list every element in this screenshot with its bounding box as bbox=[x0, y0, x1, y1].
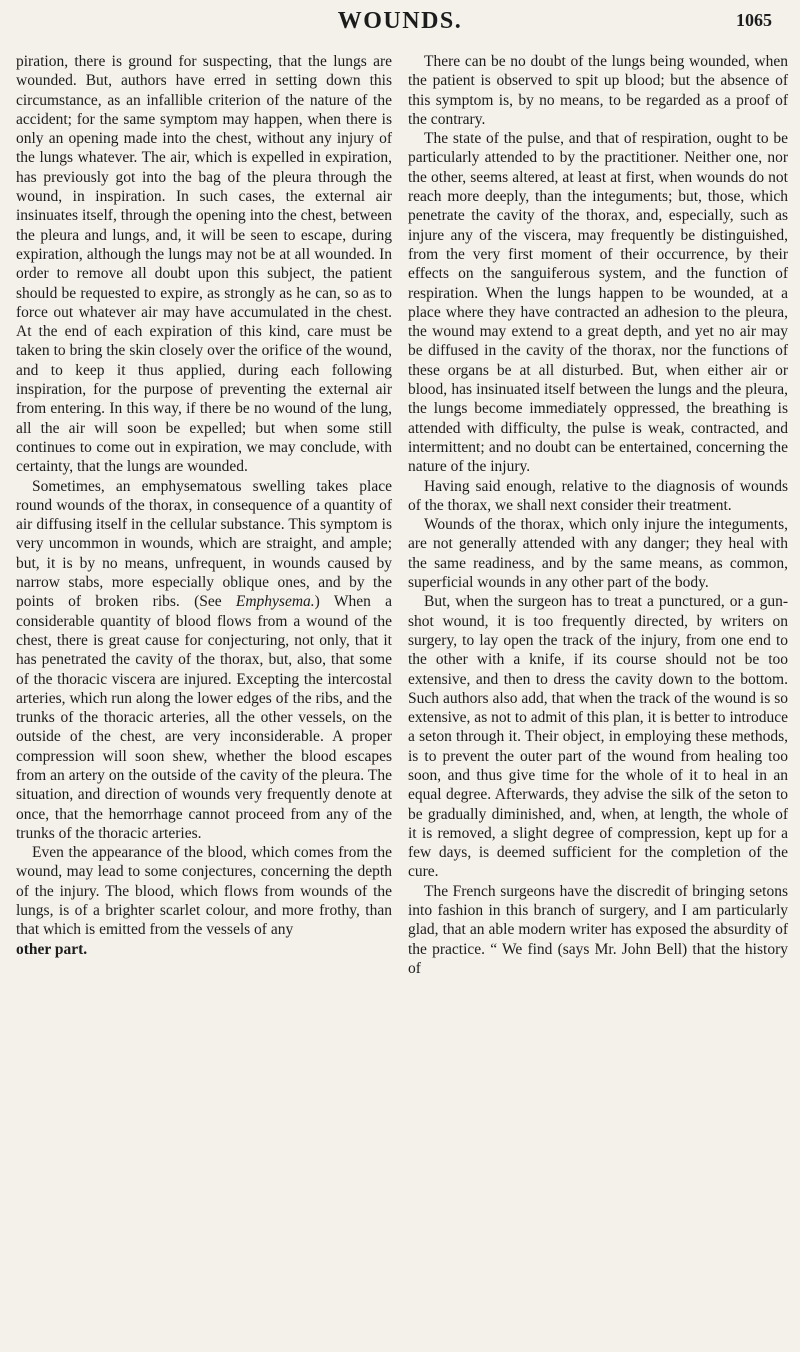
paragraph: But, when the surgeon has to treat a punctured, or a gun-shot wound, it is too frequently directed, by writers on surgery, to lay open the track of the injury, from one end to the other with a knife, if its course should not be too extensive, and then to dress the cavity down to the bottom. Such authors also add, that when the track of the wound is so extensive, as not to admit of this plan, it is better to introduce a seton through it. Their object, in employing these methods, is to prevent the outer part of the wound from healing too soon, and thus give time for the whole of it to heal in an equal degree. Afterwards, they advise the silk of the seton to be gradually diminished, and, when, at length, the whole of it is removed, a slight degree of compression, kept up for a few days, is deemed sufficient for the completion of the cure. bbox=[408, 593, 788, 881]
right-column bbox=[408, 52, 788, 978]
running-head bbox=[0, 6, 800, 42]
paragraph: Having said enough, relative to the diagnosis of wounds of the thorax, we shall next consider their treatment. bbox=[408, 477, 788, 514]
cross-reference: Emphysema. bbox=[235, 593, 315, 611]
left-column bbox=[16, 52, 392, 959]
running-title: WOUNDS. bbox=[337, 8, 463, 34]
paragraph bbox=[16, 477, 392, 844]
paragraph: The French surgeons have the discredit of bringing setons into fashion in this branch of surgery, and I am particularly glad, that an able modern writer has exposed the absurdity of the practice. “ We find (says Mr. John Bell) that the history of bbox=[408, 882, 788, 977]
text-run: Sometimes, an emphysematous swelling takes place round wounds of the thorax, in consequence of a quantity of air diffusing itself in the cellular substance. This symptom is very uncommon in wounds, which are straight, and ample; but, it is by no means, unfrequent, in wounds caused by narrow stabs, more especially oblique ones, and by the points of broken ribs. (See bbox=[16, 477, 392, 611]
paragraph-end: other part. bbox=[16, 940, 88, 958]
paragraph: There can be no doubt of the lungs being wounded, when the patient is observed to spit up blood; but the absence of this symptom is, by no means, to be regarded as a proof of the contrary. bbox=[408, 53, 788, 128]
paragraph: Even the appearance of the blood, which comes from the wound, may lead to some conjectures, concerning the depth of the injury. The blood, which flows from wounds of the lungs, is of a brighter scarlet colour, and more frothy, than that which is emitted from the vessels of any bbox=[16, 844, 392, 939]
text-run: ) When a considerable quantity of blood flows from a wound of the chest, there is great cause for conjecturing, not only, that it has penetrated the cavity of the thorax, but, also, that some of the thoracic viscera are injured. Excepting the intercostal arteries, which run along the lower edges of the ribs, and the trunks of the thoracic arteries, all the other vessels, on the outside of the chest, are very inconsiderable. A proper compression will soon shew, whether the blood escapes from an artery on the outside of the cavity of the pleura. The situation, and direction of wounds very frequently denote at once, that the hemorrhage cannot proceed from any of the trunks of the thoracic arteries. bbox=[16, 593, 392, 842]
page-number: 1065 bbox=[736, 10, 772, 30]
paragraph: The state of the pulse, and that of respiration, ought to be particularly attended to by the practitioner. Neither one, nor the other, seems altered, at least at first, when wounds do not reach more deeply, than the integuments; but, those, which penetrate the cavity of the thorax, and, especially, such as injure any of the viscera, may frequently be distinguished, from the very first moment of their occurrence, by their effects on the sanguiferous system, and the function of respiration. When the lungs happen to be wounded, at a place where they have contracted an adhesion to the pleura, the wound may extend to a great depth, and yet no air may be diffused in the cavity of the thorax, nor the functions of these organs be at all disturbed. But, when either air or blood, has insinuated itself between the lungs and the pleura, the lungs become immediately oppressed, the breathing is attended with difficulty, the pulse is weak, contracted, and intermittent; and no doubt can be entertained, concerning the nature of the injury. bbox=[408, 130, 788, 476]
paragraph: piration, there is ground for suspecting, that the lungs are wounded. But, authors have erred in setting down this circumstance, as an infallible criterion of the nature of the accident; for the same symptom may happen, when there is only an opening made into the chest, without any injury of the lungs whatever. The air, which is expelled in expiration, has previously got into the bag of the pleura through the wound, in inspiration. In such cases, the external air insinuates itself, through the opening into the chest, between the pleura and lungs, and, it will be seen to escape, during expiration, although the lungs may not be at all wounded. In order to remove all doubt upon this subject, the patient should be requested to expire, as strongly as he can, so as to force out whatever air may have accumulated in the chest. At the end of each expiration of this kind, care must be taken to bring the skin closely over the orifice of the wound, and to keep it thus applied, during each following inspiration, for the purpose of preventing the external air from entering. In this way, if there be no wound of the lung, all the air will soon be expelled; but when some still continues to come out in expiration, we may conclude, with certainty, that the lungs are wounded. bbox=[16, 53, 392, 476]
paragraph: Wounds of the thorax, which only injure the integuments, are not generally attended with any danger; they heal with the same readiness, and by the same means, as common, superficial wounds in any other part of the body. bbox=[408, 516, 788, 592]
